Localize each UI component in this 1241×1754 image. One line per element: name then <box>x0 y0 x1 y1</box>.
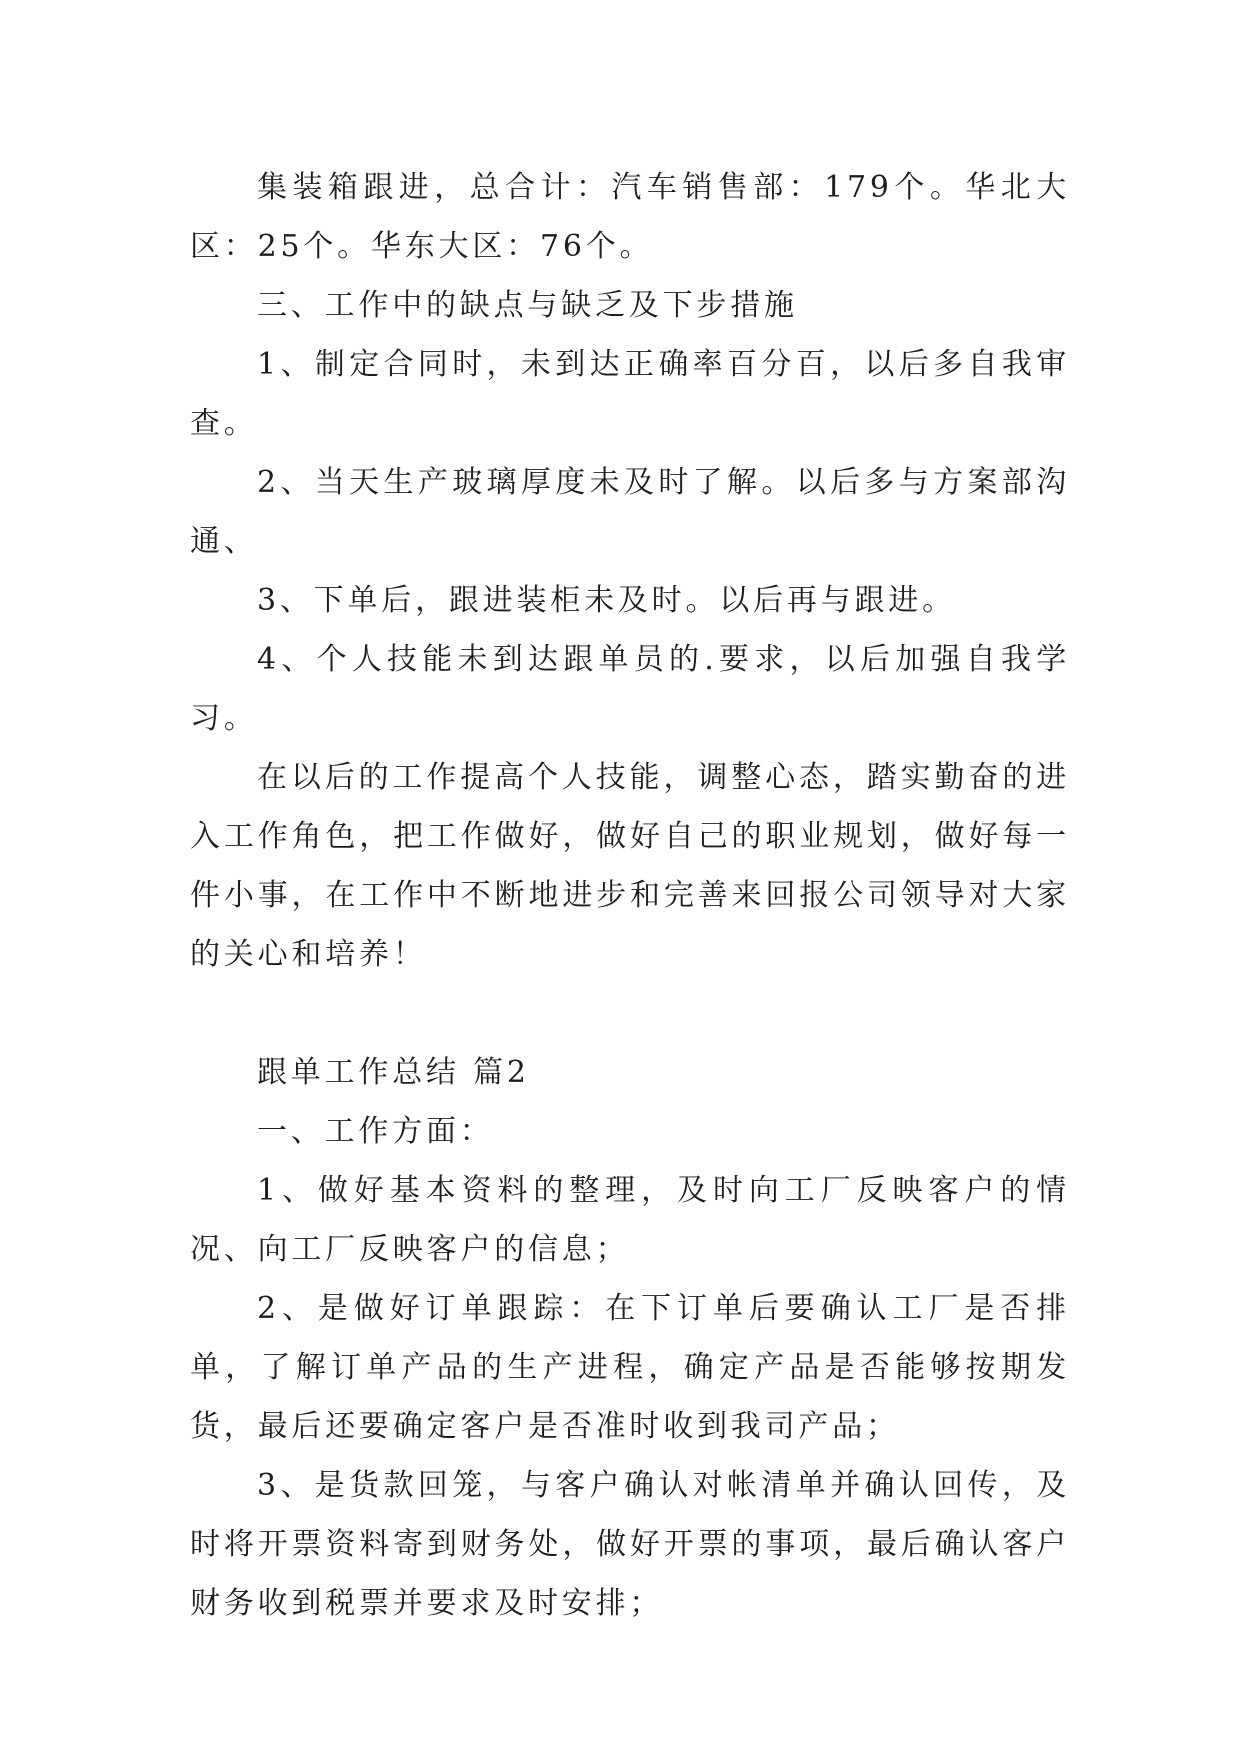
paragraph-work-item-3: 3、是货款回笼，与客户确认对帐清单并确认回传，及时将开票资料寄到财务处，做好开票的事项，最后确认客户财务收到税票并要求及时安排； <box>190 1468 1070 1621</box>
paragraph-item-3: 3、下单后，跟进装柜未及时。以后再与跟进。 <box>257 583 956 618</box>
paragraph-item-1: 1、制定合同时，未到达正确率百分百，以后多自我审查。 <box>190 347 1070 441</box>
document-body <box>190 158 1070 1633</box>
paragraph-work-item-2: 2、是做好订单跟踪：在下订单后要确认工厂是否排单，了解订单产品的生产进程，确定产品是否能够按期发货，最后还要确定客户是否准时收到我司产品； <box>190 1291 1070 1444</box>
section-heading-work: 一、工作方面： <box>257 1114 494 1149</box>
section-gap <box>190 984 1070 1043</box>
section-heading-shortcomings: 三、工作中的缺点与缺乏及下步措施 <box>257 288 798 323</box>
paragraph-container-summary: 集装箱跟进，总合计：汽车销售部：179个。华北大区：25个。华东大区：76个。 <box>190 170 1070 264</box>
section-title: 跟单工作总结 篇2 <box>257 1055 530 1090</box>
paragraph-work-item-1: 1、做好基本资料的整理，及时向工厂反映客户的情况、向工厂反映客户的信息； <box>190 1173 1070 1267</box>
paragraph-item-2: 2、当天生产玻璃厚度未及时了解。以后多与方案部沟通、 <box>190 465 1070 559</box>
paragraph-item-4: 4、个人技能未到达跟单员的.要求，以后加强自我学习。 <box>190 642 1070 736</box>
paragraph-conclusion: 在以后的工作提高个人技能，调整心态，踏实勤奋的进入工作角色，把工作做好，做好自己的职业规划，做好每一件小事，在工作中不断地进步和完善来回报公司领导对大家的关心和培养！ <box>190 760 1070 972</box>
